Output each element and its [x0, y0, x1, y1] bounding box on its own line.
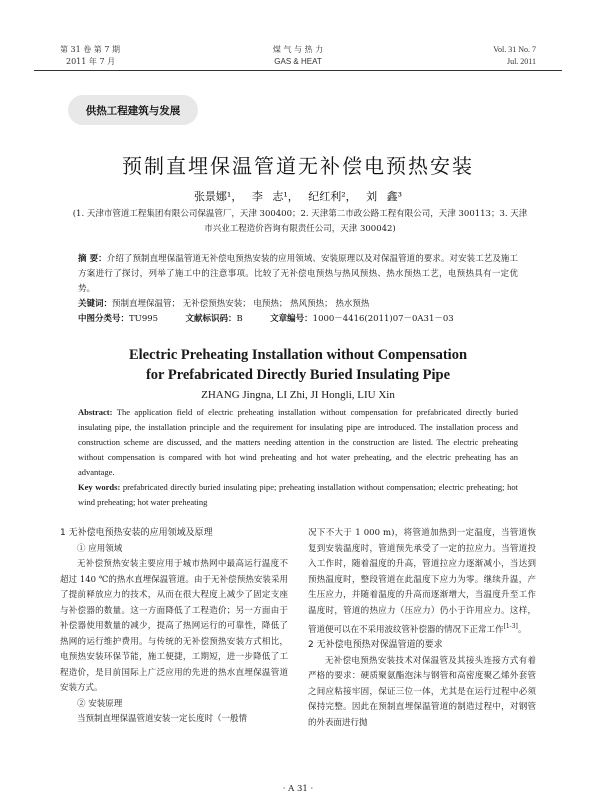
en-title	[0, 345, 596, 385]
page-number: · A 31 ·	[282, 784, 314, 794]
cn-affiliation: (1. 天津市管道工程集团有限公司保温管厂，天津 300400；2. 天津第二市政公路工程有限公司，天津 300113；3. 天津市兴业工程造价咨询有限责任公司，天津 300042)	[72, 209, 528, 234]
body-left-column	[60, 526, 288, 728]
en-abstract	[78, 405, 518, 480]
cn-keywords-label: 关键词：	[78, 299, 113, 309]
subsection-2-heading: ② 安装原理	[77, 698, 123, 709]
cn-classification	[78, 312, 518, 327]
clc-value: TU995	[129, 314, 159, 324]
header-journal-en: GAS & HEAT	[274, 57, 322, 66]
header-volume: 第 31 卷 第 7 期	[60, 45, 120, 54]
cn-abstract	[78, 252, 518, 297]
header-journal-cn: 煤 气 与 热 力	[272, 45, 324, 54]
section-1-heading: 1 无补偿电预热安装的应用领域及原理	[60, 528, 213, 538]
doc-code-value: B	[236, 314, 243, 324]
header-rule	[34, 70, 562, 71]
paragraph-text: 况下不大于 1 000 m)，将管道加热到一定温度，当管道恢复到安装温度时，管道预先承受了一定的拉应力。当管道投入工作时，随着温度的升高，管道拉应力逐渐减小，当达到预热温度时，整段管道在此温度下应力为零。继续升温，产生压应力，并随着温度的升高而逐渐增大，当温度升至工作温度时，管道的热应力（压应力）仍小于许用应力。这样，管道便可以在不采用波纹管补偿器的情况下正常工作	[308, 528, 536, 635]
en-authors: ZHANG Jingna, LI Zhi, JI Hongli, LIU Xin	[201, 389, 395, 401]
header-date: 2011 年 7 月	[66, 57, 116, 66]
header-date-en: Jul. 2011	[506, 57, 536, 66]
en-abstract-label: Abstract:	[78, 407, 113, 417]
header-volume-en: Vol. 31 No. 7	[493, 45, 536, 54]
en-title-line1: Electric Preheating Installation without Compensation	[128, 347, 468, 363]
paragraph	[308, 526, 536, 638]
clc-label: 中图分类号：	[78, 314, 130, 324]
en-keywords-text: prefabricated directly buried insulating pipe; preheating installation without compensation; electric preheating; hot wind preheating; hot water preheating	[78, 482, 518, 507]
paragraph-end: 。	[517, 624, 527, 635]
body-right-column	[308, 526, 536, 731]
cn-authors: 张景娜¹， 李 志¹， 纪红利²， 刘 鑫³	[193, 190, 403, 203]
paragraph: 当预制直埋保温管道安装一定长度时（一般情	[77, 714, 248, 724]
cn-abstract-text: 介绍了预制直埋保温管道无补偿电预热安装的应用领域、安装原理以及对保温管道的要求。对安装工艺及施工方案进行了探讨，列举了施工中的注意事项。比较了无补偿电预热与热风预热、热水预热工艺，电预热具有一定优势。	[78, 254, 518, 294]
en-title-line2: for Prefabricated Directly Buried Insulating Pipe	[145, 367, 451, 383]
en-abstract-block	[78, 405, 518, 510]
cn-abstract-block	[78, 252, 518, 327]
section-tag: 供热工程建筑与发展	[68, 95, 198, 125]
paragraph: 无补偿预热安装主要应用于城市热网中最高运行温度不超过 140 ℃的热水直埋保温管道。由于无补偿预热安装采用了提前释放应力的技术，从而在很大程度上减少了固定支座与补偿器的数量。这一方面降低了工程造价；另一方面由于补偿器使用数量的减少，提高了热网运行的可靠性，降低了热网的运行维护费用。与传统的无补偿预热安装方式相比，电预热安装环保节能，施工便捷，工期短，进一步降低了工程造价，是目前国际上广泛应用的先进的热水直埋保温管道安装方式。	[60, 559, 288, 693]
subsection-1-heading: ① 应用领域	[77, 543, 123, 554]
article-no-label: 文章编号：	[270, 314, 313, 324]
cn-title: 预制直埋保温管道无补偿电预热安装	[122, 154, 474, 178]
cn-abstract-label: 摘 要：	[78, 254, 107, 264]
cn-keywords	[78, 297, 518, 312]
cn-keywords-text: 预制直埋保温管； 无补偿预热安装； 电预热； 热风预热； 热水预热	[112, 299, 370, 309]
section-2-heading: 2 无补偿电预热对保温管道的要求	[308, 640, 443, 651]
paragraph: 无补偿电预热安装技术对保温管及其接头连接方式有着严格的要求：硬质聚氨酯泡沫与钢管和高密度聚乙烯外套管之间应粘接牢固，保证三位一体，尤其是在运行过程中必须保持完整。因此在预制直埋保温管道的制造过程中，对钢管的外表面进行抛	[308, 655, 536, 728]
citation: [1-3]	[503, 623, 518, 630]
article-no-value: 1000－4416(2011)07－0A31－03	[312, 314, 454, 324]
doc-code-label: 文献标识码：	[185, 314, 237, 324]
en-keywords-label: Key words:	[78, 482, 121, 492]
en-abstract-text: The application field of electric preheating installation without compensation for prefabricated directly buried insulating pipe, the installation principle and the requirement for insulating pipe are introduced. The installation process and construction scheme are discussed, and the matters needing attention in the construction are listed. The electric preheating without compensation is compared with hot wind preheating and hot water preheating, and the electric preheating has an advantage.	[78, 407, 518, 477]
en-keywords	[78, 480, 518, 510]
